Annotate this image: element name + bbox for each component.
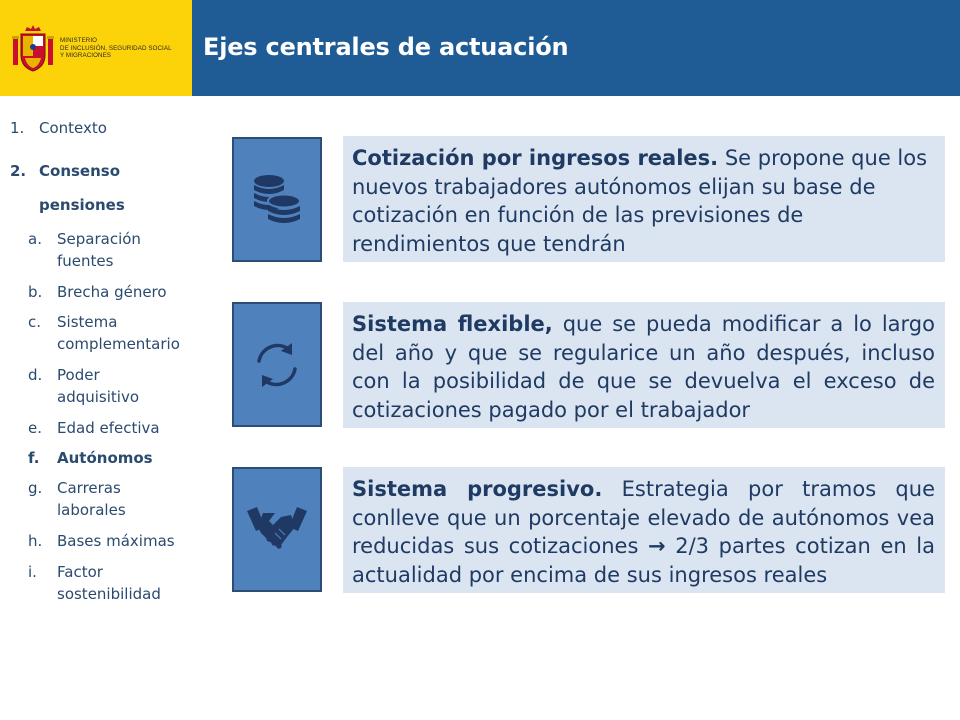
card-heading: Cotización por ingresos reales. (352, 146, 719, 170)
title-bar (192, 0, 960, 96)
refresh-cycle-icon (247, 335, 307, 395)
card-icon-box (232, 467, 322, 592)
ministry-logo-area (0, 0, 192, 96)
arrow-right-icon: → (648, 534, 666, 558)
card-heading: Sistema flexible, (352, 312, 553, 336)
card-text-cotizacion (343, 136, 945, 262)
card-text-progresivo (343, 467, 945, 593)
card-body: Se propone que los nuevos trabajadores autónomos elijan su base de cotización en función de las previsiones de rendimientos que tendrán (352, 146, 928, 256)
page-title: Ejes centrales de actuación (203, 33, 569, 61)
card-body: que se pueda modificar a lo largo del año y que se regularice un año después, incluso con la posibilidad de que se devuelva el exceso de cotizaciones pagado por el trabajador (352, 312, 935, 422)
handshake-icon (247, 507, 307, 553)
card-icon-box (232, 302, 322, 427)
coins-icon (250, 171, 304, 229)
card-heading: Sistema progresivo. (352, 477, 603, 501)
card-text-flexible (343, 302, 945, 428)
card-body-continued: 2/3 partes cotizan en la actualidad por encima de sus ingresos reales (352, 534, 935, 587)
card-body: Estrategia por tramos que conlleve que un porcentaje elevado de autónomos vea reducidas sus cotizaciones (352, 477, 935, 558)
card-icon-box (232, 137, 322, 262)
ministry-name: MINISTERIO DE INCLUSIÓN, SEGURIDAD SOCIAL Y MIGRACIONES (60, 37, 172, 60)
coat-of-arms-icon (11, 25, 55, 73)
